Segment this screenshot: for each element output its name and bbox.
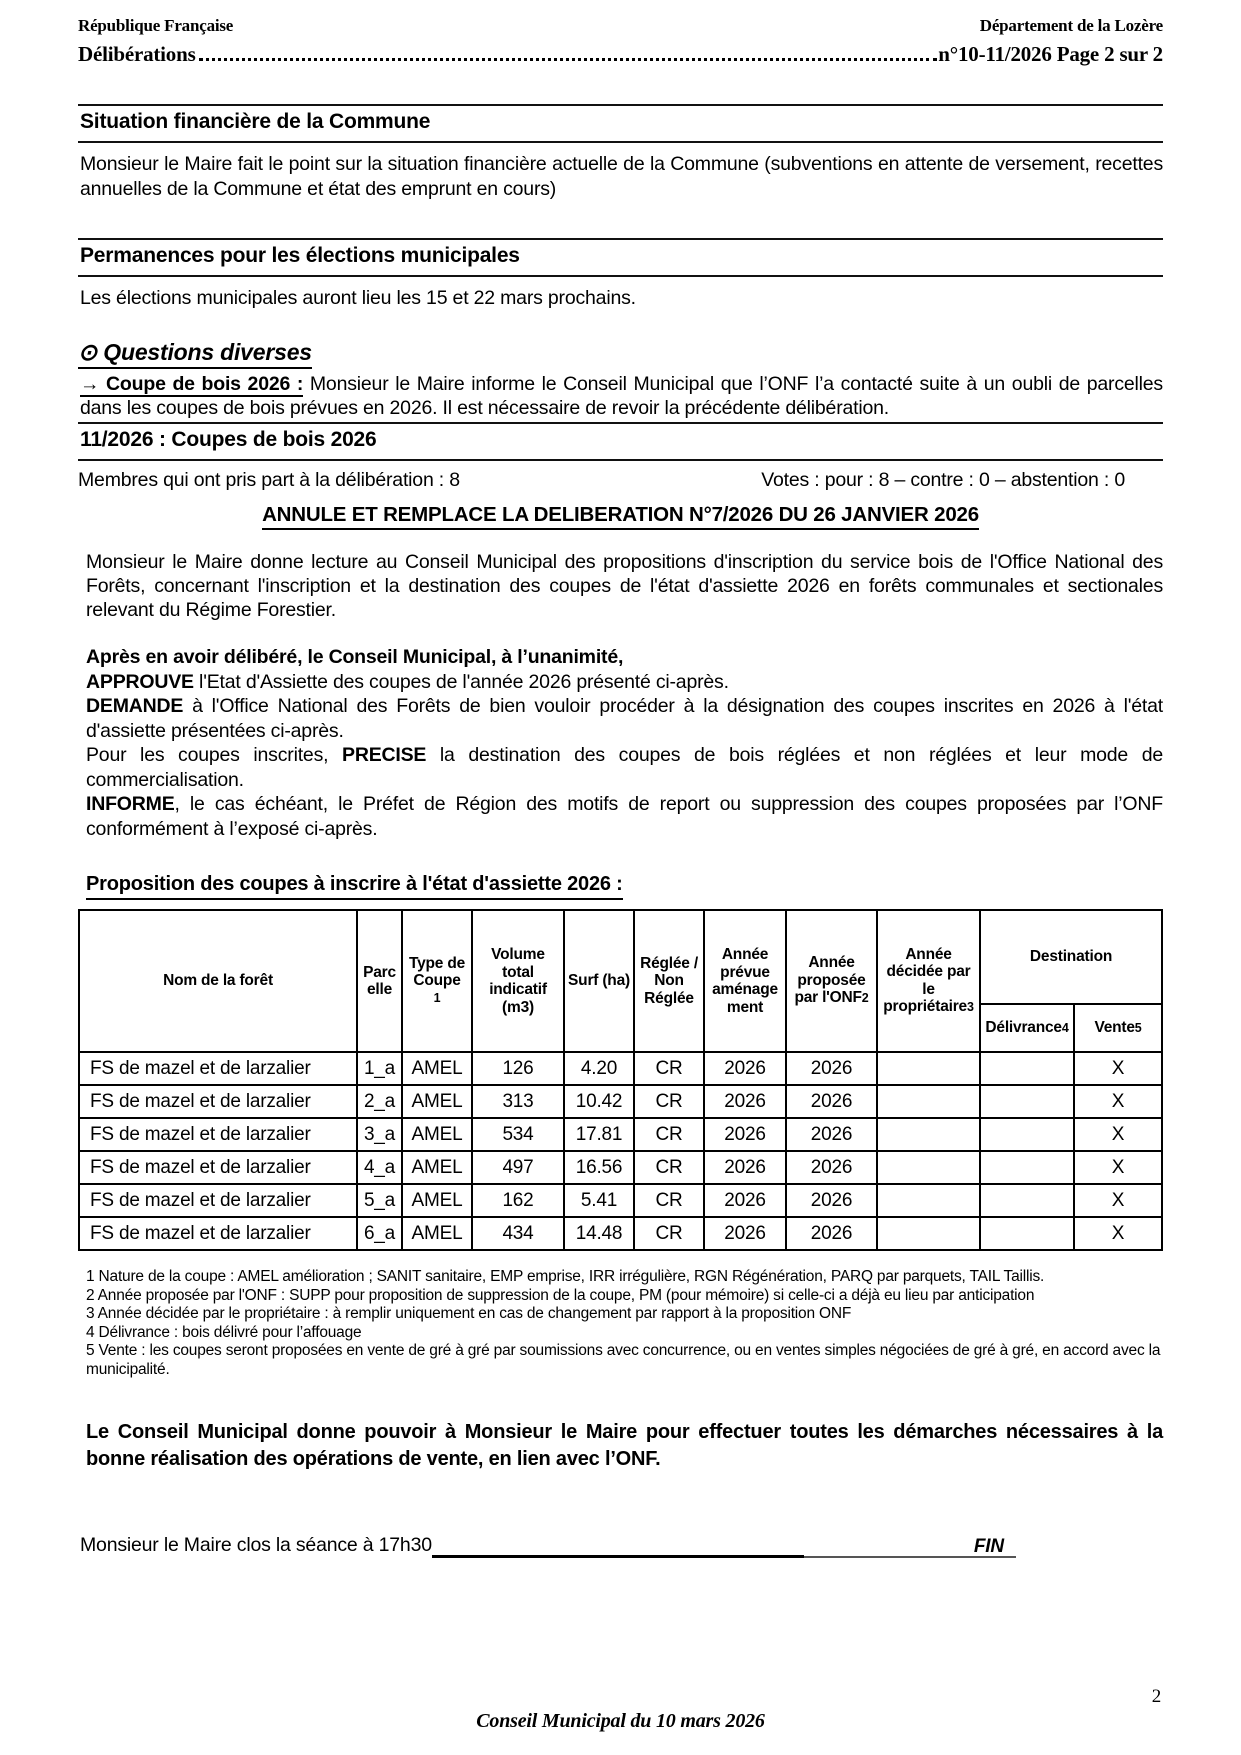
cell-annee-onf: 2026 <box>786 1151 877 1184</box>
col-header-destination: Destination <box>980 910 1162 1004</box>
cell-volume: 126 <box>472 1052 564 1085</box>
footnote-line: 5 Vente : les coupes seront proposées en vente de gré à gré par soumissions avec concurrence, ou en ventes simples négociées de gré à gré, en accord avec la municipalité. <box>86 1342 1161 1378</box>
cell-annee-onf: 2026 <box>786 1217 877 1250</box>
cell-reglee: CR <box>634 1118 704 1151</box>
col-header-vente: Vente5 <box>1074 1004 1162 1052</box>
table-row <box>79 1184 1162 1217</box>
table-row <box>79 1085 1162 1118</box>
cell-annee-onf: 2026 <box>786 1085 877 1118</box>
circled-dot-icon: ⊙ <box>78 339 98 365</box>
cell-parcelle: 2_a <box>357 1085 402 1118</box>
section-title-situation-financiere: Situation financière de la Commune <box>78 104 1163 143</box>
proposition-title: Proposition des coupes à inscrire à l'état d'assiette 2026 : <box>86 872 623 900</box>
cloture-seance-row <box>78 1533 1163 1558</box>
annule-remplace-wrap <box>78 502 1163 530</box>
cell-parcelle: 3_a <box>357 1118 402 1151</box>
cell-type-coupe: AMEL <box>402 1151 472 1184</box>
cell-delivrance <box>980 1052 1074 1085</box>
cell-foret: FS de mazel et de larzalier <box>79 1151 357 1184</box>
cell-volume: 534 <box>472 1118 564 1151</box>
table-row <box>79 1217 1162 1250</box>
cell-vente: X <box>1074 1184 1162 1217</box>
section-body-permanences-elections: Les élections municipales auront lieu les 15 et 22 mars prochains. <box>80 287 636 309</box>
votes-summary: Votes : pour : 8 – contre : 0 – abstention : 0 <box>761 469 1125 491</box>
annule-remplace-title: ANNULE ET REMPLACE LA DELIBERATION N°7/2026 DU 26 JANVIER 2026 <box>262 502 979 530</box>
fin-label: FIN <box>804 1534 1016 1558</box>
cell-surface: 5.41 <box>564 1184 634 1217</box>
cell-vente: X <box>1074 1151 1162 1184</box>
cell-delivrance <box>980 1085 1074 1118</box>
cell-foret: FS de mazel et de larzalier <box>79 1118 357 1151</box>
cell-type-coupe: AMEL <box>402 1118 472 1151</box>
cell-vente: X <box>1074 1217 1162 1250</box>
cell-vente: X <box>1074 1052 1162 1085</box>
cell-foret: FS de mazel et de larzalier <box>79 1052 357 1085</box>
col-header-annee-proprietaire: Année décidée par le propriétaire3 <box>877 910 980 1052</box>
cell-type-coupe: AMEL <box>402 1184 472 1217</box>
cell-type-coupe: AMEL <box>402 1085 472 1118</box>
cell-parcelle: 5_a <box>357 1184 402 1217</box>
cell-foret: FS de mazel et de larzalier <box>79 1184 357 1217</box>
page-footer-title: Conseil Municipal du 10 mars 2026 <box>476 1710 765 1732</box>
footnote-line: 1 Nature de la coupe : AMEL amélioration ; SANIT sanitaire, EMP emprise, IRR irrégulière, RGN Régénération, PARQ par parquets, TAIL Taillis. <box>86 1268 1045 1285</box>
footnote-line: 2 Année proposée par l'ONF : SUPP pour proposition de suppression de la coupe, PM (pour mémoire) si celle-ci a déjà eu lieu par anticipation <box>86 1286 1035 1304</box>
cell-foret: FS de mazel et de larzalier <box>79 1217 357 1250</box>
section-body-situation-financiere: Monsieur le Maire fait le point sur la situation financière actuelle de la Commune (subventions en attente de versement, recettes annuelles de la Commune et état des emprunt en cours) <box>80 153 1163 200</box>
decision-keyword: APPROUVE <box>86 670 194 693</box>
cell-parcelle: 6_a <box>357 1217 402 1250</box>
questions-diverses-item <box>78 372 1163 420</box>
cell-volume: 497 <box>472 1151 564 1184</box>
proposition-title-wrap <box>78 872 1163 900</box>
col-header-annee-amenagement: Année prévue aménagement <box>704 910 786 1052</box>
header-doc-ref: n°10-11/2026 Page 2 sur 2 <box>938 42 1163 66</box>
coupes-table-body <box>79 1052 1162 1250</box>
decision-line <box>86 670 1163 695</box>
cell-annee-onf: 2026 <box>786 1184 877 1217</box>
col-header-delivrance: Délivrance4 <box>980 1004 1074 1052</box>
table-row <box>79 1118 1162 1151</box>
header-right: Département de la Lozère <box>979 16 1163 35</box>
decision-line <box>86 792 1163 841</box>
footnote-marker-1: 1 <box>433 990 441 1005</box>
cell-annee-proprietaire <box>877 1151 980 1184</box>
col-header-type-coupe: Type de Coupe 1 <box>402 910 472 1052</box>
cell-annee-amenagement: 2026 <box>704 1151 786 1184</box>
questions-diverses-title <box>78 338 1163 369</box>
col-header-annee-onf: Année proposée par l'ONF2 <box>786 910 877 1052</box>
cell-surface: 17.81 <box>564 1118 634 1151</box>
table-footnotes <box>78 1268 1163 1379</box>
cell-annee-amenagement: 2026 <box>704 1085 786 1118</box>
cell-vente: X <box>1074 1118 1162 1151</box>
cell-annee-proprietaire <box>877 1085 980 1118</box>
cell-foret: FS de mazel et de larzalier <box>79 1085 357 1118</box>
cell-annee-amenagement: 2026 <box>704 1184 786 1217</box>
table-row <box>79 1151 1162 1184</box>
decision-line <box>86 743 1163 792</box>
cell-annee-proprietaire <box>877 1217 980 1250</box>
membres-count: Membres qui ont pris part à la délibération : 8 <box>78 469 460 491</box>
cell-volume: 313 <box>472 1085 564 1118</box>
col-header-parcelle: Parcelle <box>357 910 402 1052</box>
decision-pre: Pour les coupes inscrites, <box>86 744 343 766</box>
footnote-line: 3 Année décidée par le propriétaire : à remplir uniquement en cas de changement par rapport à la proposition ONF <box>86 1305 852 1322</box>
cell-delivrance <box>980 1217 1074 1250</box>
cell-volume: 162 <box>472 1184 564 1217</box>
cell-surface: 14.48 <box>564 1217 634 1250</box>
dotted-leader <box>199 58 938 61</box>
cell-annee-amenagement: 2026 <box>704 1217 786 1250</box>
decision-list <box>86 670 1163 842</box>
col-header-volume: Volume total indicatif (m3) <box>472 910 564 1052</box>
footnote-marker-4: 4 <box>1061 1020 1069 1035</box>
decision-line <box>86 694 1163 743</box>
membres-votes-row <box>78 468 1163 493</box>
pouvoir-paragraph: Le Conseil Municipal donne pouvoir à Monsieur le Maire pour effectuer toutes les démarches nécessaires à la bonne réalisation des opérations de vente, en lien avec l’ONF. <box>86 1421 1163 1470</box>
col-header-foret: Nom de la forêt <box>79 910 357 1052</box>
cell-annee-proprietaire <box>877 1118 980 1151</box>
questions-diverses-label: Questions diverses <box>103 339 312 365</box>
coupes-table <box>78 909 1163 1251</box>
deliberation-decisions <box>78 645 1163 841</box>
cell-vente: X <box>1074 1085 1162 1118</box>
decision-post: à l'Office National des Forêts de bien vouloir procéder à la désignation des coupes inscrites en 2026 à l'état d'assiette présentées ci-après. <box>86 695 1163 742</box>
cell-annee-amenagement: 2026 <box>704 1118 786 1151</box>
cell-reglee: CR <box>634 1151 704 1184</box>
footnote-line: 4 Délivrance : bois délivré pour l’affouage <box>86 1323 362 1341</box>
cell-reglee: CR <box>634 1184 704 1217</box>
cell-annee-onf: 2026 <box>786 1052 877 1085</box>
cell-volume: 434 <box>472 1217 564 1250</box>
cell-annee-onf: 2026 <box>786 1118 877 1151</box>
page-number: 2 <box>1151 1686 1161 1707</box>
apres-deliberation-line: Après en avoir délibéré, le Conseil Municipal, à l’unanimité, <box>86 646 624 668</box>
decision-keyword: INFORME <box>86 793 175 815</box>
coupe-bois-text: Monsieur le Maire informe le Conseil Municipal que l’ONF l’a contacté suite à un oubli de parcelles dans les coupes de bois prévues en 2026. Il est nécessaire de revoir la précédente délibération. <box>80 373 1163 419</box>
cell-annee-proprietaire <box>877 1052 980 1085</box>
header-left: République Française <box>78 16 234 35</box>
section-title-permanences-elections: Permanences pour les élections municipales <box>78 238 1163 277</box>
arrow-right-icon: → <box>80 373 107 395</box>
deliberation-intro: Monsieur le Maire donne lecture au Conseil Municipal des propositions d'inscription du service bois de l'Office National des Forêts, concernant l'inscription et la destination des coupes de l'état d'assiette 2026 en forêts communales et sectionales relevant du Régime Forestier. <box>86 551 1163 621</box>
footnote-marker-2: 2 <box>861 991 869 1006</box>
decision-post: , le cas échéant, le Préfet de Région des motifs de report ou suppression des coupes proposées par l’ONF conformément à l’exposé ci-après. <box>86 793 1163 840</box>
cell-type-coupe: AMEL <box>402 1052 472 1085</box>
signature-line <box>432 1536 804 1558</box>
cell-annee-amenagement: 2026 <box>704 1052 786 1085</box>
cell-reglee: CR <box>634 1085 704 1118</box>
running-header <box>78 14 1163 68</box>
cell-delivrance <box>980 1151 1074 1184</box>
footnote-marker-3: 3 <box>966 1000 974 1014</box>
cell-reglee: CR <box>634 1052 704 1085</box>
col-header-reglee: Réglée / Non Réglée <box>634 910 704 1052</box>
table-row <box>79 1052 1162 1085</box>
coupe-bois-label: Coupe de bois 2026 : <box>106 373 304 395</box>
decision-keyword: DEMANDE <box>86 695 184 717</box>
cell-annee-proprietaire <box>877 1184 980 1217</box>
footnote-marker-5: 5 <box>1134 1020 1142 1035</box>
cell-delivrance <box>980 1118 1074 1151</box>
cell-surface: 4.20 <box>564 1052 634 1085</box>
col-header-surface: Surf (ha) <box>564 910 634 1052</box>
header-doc-label: Délibérations <box>78 42 196 66</box>
cell-reglee: CR <box>634 1217 704 1250</box>
deliberation-heading: 11/2026 : Coupes de bois 2026 <box>78 422 1163 461</box>
decision-post: l'Etat d'Assiette des coupes de l'année 2026 présenté ci-après. <box>193 670 729 693</box>
cell-surface: 16.56 <box>564 1151 634 1184</box>
cell-type-coupe: AMEL <box>402 1217 472 1250</box>
cell-delivrance <box>980 1184 1074 1217</box>
decision-post: la destination des coupes de bois réglées et non réglées et leur mode de commercialisation. <box>86 744 1164 791</box>
decision-keyword: PRECISE <box>342 744 427 766</box>
cell-parcelle: 4_a <box>357 1151 402 1184</box>
cloture-seance-text: Monsieur le Maire clos la séance à 17h30 <box>80 1534 432 1556</box>
cell-parcelle: 1_a <box>357 1052 402 1085</box>
cell-surface: 10.42 <box>564 1085 634 1118</box>
